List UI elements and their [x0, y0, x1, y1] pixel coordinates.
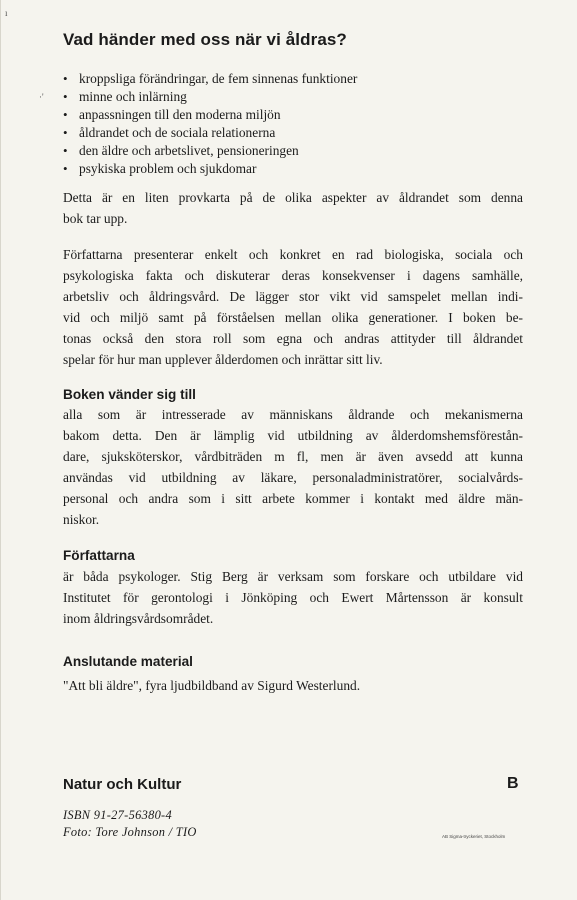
- text-line: personal och andra som i sitt arbete kommer i kontakt med äldre män-: [63, 491, 523, 506]
- list-item: • den äldre och arbetslivet, pensioneringen: [63, 142, 357, 160]
- topic-list: [63, 70, 357, 178]
- text-line: spelar för hur man upplever ålderdomen och inrättar sitt liv.: [63, 352, 383, 367]
- material-paragraph: [63, 675, 523, 696]
- audience-paragraph: [63, 404, 523, 530]
- text-line: dare, sjuksköterskor, vårdbiträden m fl, men är även avsedd att kunna: [63, 449, 523, 464]
- text-line: alla som är intresserade av människans åldrande och mekanismerna: [63, 407, 523, 422]
- photo-credit: Foto: Tore Johnson / TIO: [63, 825, 197, 839]
- text-line: Författarna presenterar enkelt och konkret en rad biologiska, sociala och: [63, 247, 523, 262]
- list-item: • anpassningen till den moderna miljön: [63, 106, 357, 124]
- list-item: • kroppsliga förändringar, de fem sinnenas funktioner: [63, 70, 357, 88]
- printer-imprint: AB Sigma-tryckeriet, Stockholm: [442, 834, 506, 839]
- intro-paragraph: [63, 187, 523, 229]
- page-title: Vad händer med oss när vi åldras?: [63, 30, 347, 49]
- authors-paragraph: [63, 566, 523, 629]
- material-heading: Anslutande material: [63, 654, 193, 669]
- text-line: bakom detta. Den är lämplig vid utbildning av ålderdomshemsförestån-: [63, 428, 523, 443]
- text-line: "Att bli äldre", fyra ljudbildband av Sigurd Westerlund.: [63, 678, 361, 693]
- text-line: inom åldringsvårdsområdet.: [63, 611, 214, 626]
- list-item: • åldrandet och de sociala relationerna: [63, 124, 357, 142]
- description-paragraph: [63, 244, 523, 370]
- list-item: • psykiska problem och sjukdomar: [63, 160, 357, 178]
- list-item: • minne och inlärning: [63, 88, 357, 106]
- audience-heading: Boken vänder sig till: [63, 387, 196, 402]
- text-line: arbetsliv och åldringsvård. De lägger stor vikt vid samspelet mellan indi-: [63, 289, 523, 304]
- paper-speck: ·': [39, 92, 44, 102]
- paper-speck: ı: [5, 8, 8, 18]
- text-line: bok tar upp.: [63, 211, 128, 226]
- publisher-name: Natur och Kultur: [63, 776, 182, 793]
- text-line: användas vid utbildning av läkare, personaladministratörer, socialvårds-: [63, 470, 523, 485]
- text-line: är båda psykologer. Stig Berg är verksam som forskare och utbildare vid: [63, 569, 523, 584]
- authors-heading: Författarna: [63, 548, 135, 563]
- isbn-text: ISBN 91-27-56380-4: [63, 808, 172, 822]
- text-line: psykologiska fakta och diskuterar deras konsekvenser i dagens samhälle,: [63, 268, 523, 283]
- series-code-letter: B: [507, 775, 519, 792]
- text-line: Detta är en liten provkarta på de olika aspekter av åldrandet som denna: [63, 190, 523, 205]
- text-line: Institutet för gerontologi i Jönköping och Ewert Mårtensson är konsult: [63, 590, 523, 605]
- text-line: tonas också den stora roll som egna och andras attityder till åldrandet: [63, 331, 523, 346]
- text-line: vid och miljö samt på förståelsen mellan olika generationer. I boken be-: [63, 310, 523, 325]
- text-line: niskor.: [63, 512, 100, 527]
